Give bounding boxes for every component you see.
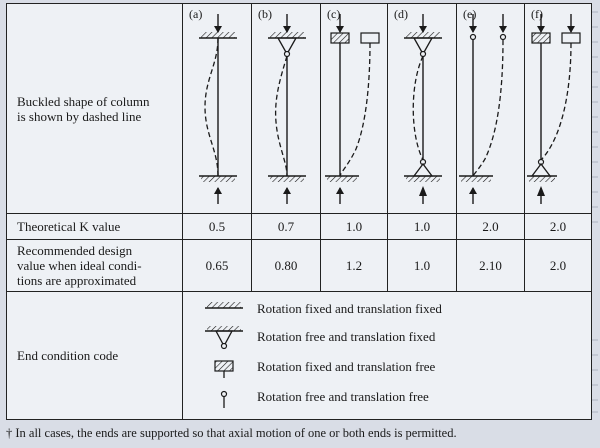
top-pin-support: [268, 32, 306, 57]
bottom-arrow-head: [419, 186, 427, 196]
k-theoretical-e: 2.0: [457, 214, 525, 240]
k-theoretical-d: 1.0: [388, 214, 457, 240]
buckled-shape: [473, 40, 503, 176]
top-arrow-head: [469, 26, 477, 33]
case-d-label: (d): [394, 7, 408, 21]
footnote: † In all cases, the ends are supported so that axial motion of one or both ends is permitted.: [6, 426, 457, 440]
k-recommended-a: 0.65: [183, 240, 252, 292]
top-arrow-head: [283, 26, 291, 33]
case-a-diagram: [183, 4, 252, 214]
displaced-arrow-head: [567, 26, 575, 33]
column-a-svg: [183, 4, 252, 214]
buckled-shape-row: [7, 4, 592, 214]
effective-length-table: [6, 3, 592, 420]
end-condition-legend: [183, 292, 592, 420]
buckled-shape: [205, 38, 218, 176]
bottom-fixed-support: [459, 176, 493, 182]
buckled-shape: [413, 56, 423, 160]
k-recommended-b: 0.80: [252, 240, 321, 292]
end-condition-label: End condition code: [7, 292, 183, 420]
case-a-label: (a): [189, 7, 203, 21]
k-recommended-f: 2.0: [525, 240, 592, 292]
free-free-symbol: [195, 384, 255, 412]
case-d-diagram: [388, 4, 457, 214]
top-arrow-head: [336, 26, 344, 33]
column-c-svg: [321, 4, 388, 214]
top-guided-support: [532, 33, 580, 43]
bottom-arrow-head: [336, 187, 344, 194]
theoretical-k-label: Theoretical K value: [7, 214, 183, 240]
end-condition-row: [7, 292, 592, 420]
case-c-label: (c): [327, 7, 341, 21]
legend-row-fixed-free: Rotation fixed and translation free: [195, 354, 575, 382]
bottom-arrow-head: [537, 186, 545, 196]
case-e-diagram: [457, 4, 525, 214]
case-b-diagram: [252, 4, 321, 214]
theoretical-k-row: [7, 214, 592, 240]
case-c-diagram: [321, 4, 388, 214]
case-f-label: (f): [531, 7, 543, 21]
column-b-svg: [252, 4, 321, 214]
buckled-shape: [340, 43, 370, 176]
k-recommended-c: 1.2: [321, 240, 388, 292]
buckled-shape: [276, 56, 287, 176]
fixed-fixed-symbol: [195, 296, 255, 324]
free-top-end: [471, 35, 476, 40]
top-guided-support: [331, 33, 379, 43]
k-theoretical-c: 1.0: [321, 214, 388, 240]
bottom-fixed-support: [325, 176, 359, 182]
bottom-fixed-support: [268, 176, 306, 182]
column-e-svg: [457, 4, 525, 214]
k-recommended-e: 2.10: [457, 240, 525, 292]
legend-row-pin: Rotation free and translation fixed: [195, 324, 575, 352]
column-f-svg: [525, 4, 592, 214]
top-pin-support: [404, 32, 442, 57]
fixed-free-symbol: [195, 354, 255, 382]
k-theoretical-f: 2.0: [525, 214, 592, 240]
k-theoretical-a: 0.5: [183, 214, 252, 240]
recommended-k-label: Recommended design value when ideal condi- tions are approximated: [7, 240, 183, 292]
legend-row-free-free: Rotation free and translation free: [195, 384, 575, 412]
bottom-pin-support: [404, 160, 442, 183]
top-arrow-head: [537, 26, 545, 33]
bottom-fixed-support: [199, 176, 237, 182]
column-d-svg: [388, 4, 457, 214]
bottom-arrow-head: [469, 187, 477, 194]
bottom-pin-support: [527, 160, 557, 183]
case-f-diagram: [525, 4, 592, 214]
displaced-arrow-head: [499, 26, 507, 33]
case-b-label: (b): [258, 7, 272, 21]
pin-symbol: [195, 324, 255, 352]
top-arrow-head: [214, 26, 222, 33]
k-theoretical-b: 0.7: [252, 214, 321, 240]
case-e-label: (e): [463, 7, 477, 21]
buckled-shape: [541, 43, 571, 160]
displaced-top-end: [501, 35, 506, 40]
bottom-arrow-head: [214, 187, 222, 194]
buckled-shape-label: Buckled shape of column is shown by dashed line: [7, 4, 183, 214]
bottom-arrow-head: [283, 187, 291, 194]
recommended-k-row: [7, 240, 592, 292]
top-arrow-head: [419, 26, 427, 33]
legend-row-fixed-fixed: Rotation fixed and translation fixed: [195, 296, 575, 324]
k-recommended-d: 1.0: [388, 240, 457, 292]
